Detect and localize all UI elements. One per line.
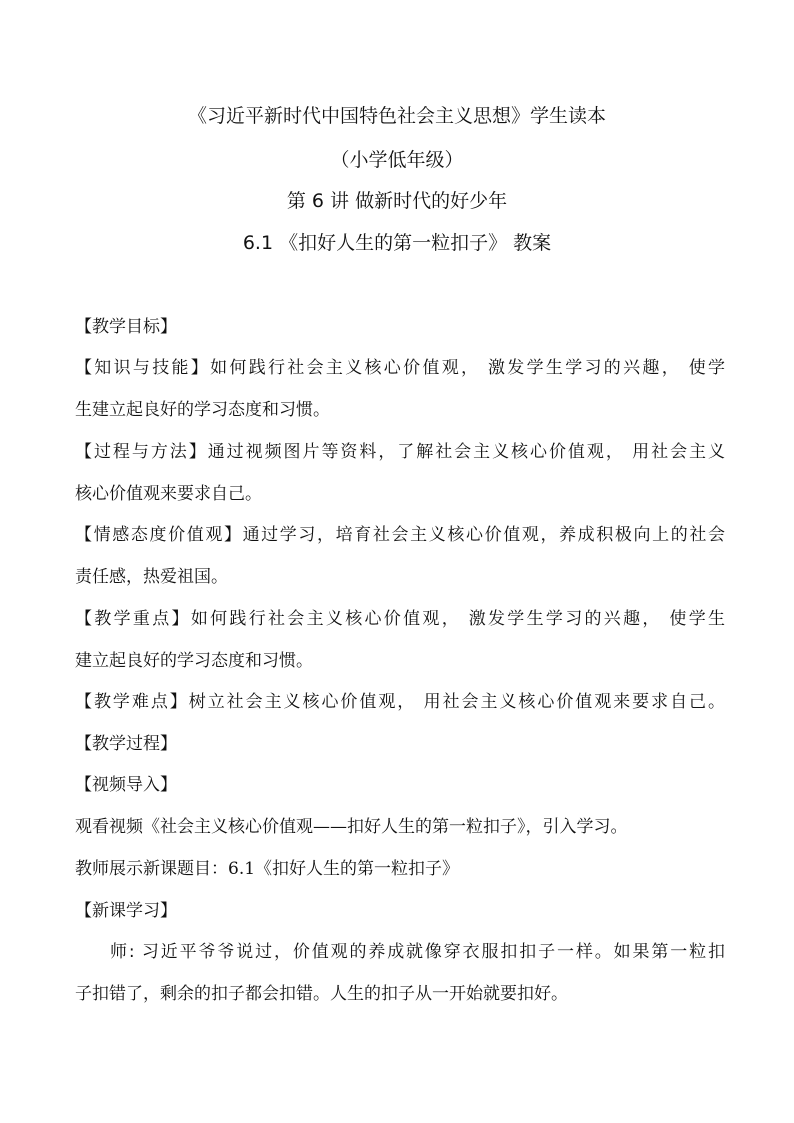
lecture-title: 第 6 讲 做新时代的好少年 — [286, 190, 508, 212]
book-title: 《习近平新时代中国特色社会主义思想》学生读本 — [187, 105, 606, 127]
emotion-line-2: 责任感，热爱祖国。 — [75, 567, 228, 587]
key-point-label: 【教学重点】 — [75, 609, 191, 629]
process-label: 【过程与方法】 — [75, 442, 208, 462]
knowledge-line-1 — [75, 356, 725, 380]
difficulty-line-1 — [75, 690, 725, 714]
process-line-2: 核心价值观来要求自己。 — [75, 484, 262, 504]
objectives-heading: 【教学目标】 — [75, 317, 177, 337]
key-point-line-2: 建立起良好的学习态度和习惯。 — [75, 651, 313, 671]
teacher-text: 教师展示新课题目：6.1《扣好人生的第一粒扣子》 — [75, 859, 460, 879]
lesson-paragraph-line-1: 师: 习近平爷爷说过，价值观的养成就像穿衣服扣扣子一样。如果第一粒扣 — [110, 942, 725, 962]
video-heading: 【视频导入】 — [75, 775, 177, 795]
difficulty-label: 【教学难点】 — [75, 692, 189, 712]
difficulty-text-1: 树立社会主义核心价值观， 用社会主义核心价值观来要求自己。 — [188, 692, 726, 712]
emotion-text-1: 通过学习，培育社会主义核心价值观，养成积极向上的社会 — [242, 525, 726, 545]
key-point-text-1: 如何践行社会主义核心价值观， 激发学生学习的兴趣， 使学生 — [190, 609, 726, 629]
knowledge-line-2: 生建立起良好的学习态度和习惯。 — [75, 400, 330, 420]
process-text-1: 通过视频图片等资料，了解社会主义核心价值观， 用社会主义 — [207, 442, 726, 462]
new-lesson-heading: 【新课学习】 — [75, 901, 177, 921]
knowledge-label: 【知识与技能】 — [75, 358, 211, 378]
grade-subtitle: （小学低年级） — [330, 149, 464, 171]
process-line-1 — [75, 440, 725, 464]
lesson-title: 6.1 《扣好人生的第一粒扣子》 教案 — [242, 232, 552, 254]
lesson-paragraph-line-2: 子扣错了，剩余的扣子都会扣错。人生的扣子从一开始就要扣好。 — [75, 984, 568, 1004]
emotion-label: 【情感态度价值观】 — [75, 525, 243, 545]
knowledge-text-1: 如何践行社会主义核心价值观， 激发学生学习的兴趣， 使学 — [210, 358, 726, 378]
emotion-line-1 — [75, 523, 725, 547]
key-point-line-1 — [75, 607, 725, 631]
process-heading: 【教学过程】 — [75, 734, 177, 754]
video-text: 观看视频《社会主义核心价值观——扣好人生的第一粒扣子》，引入学习。 — [75, 817, 628, 837]
